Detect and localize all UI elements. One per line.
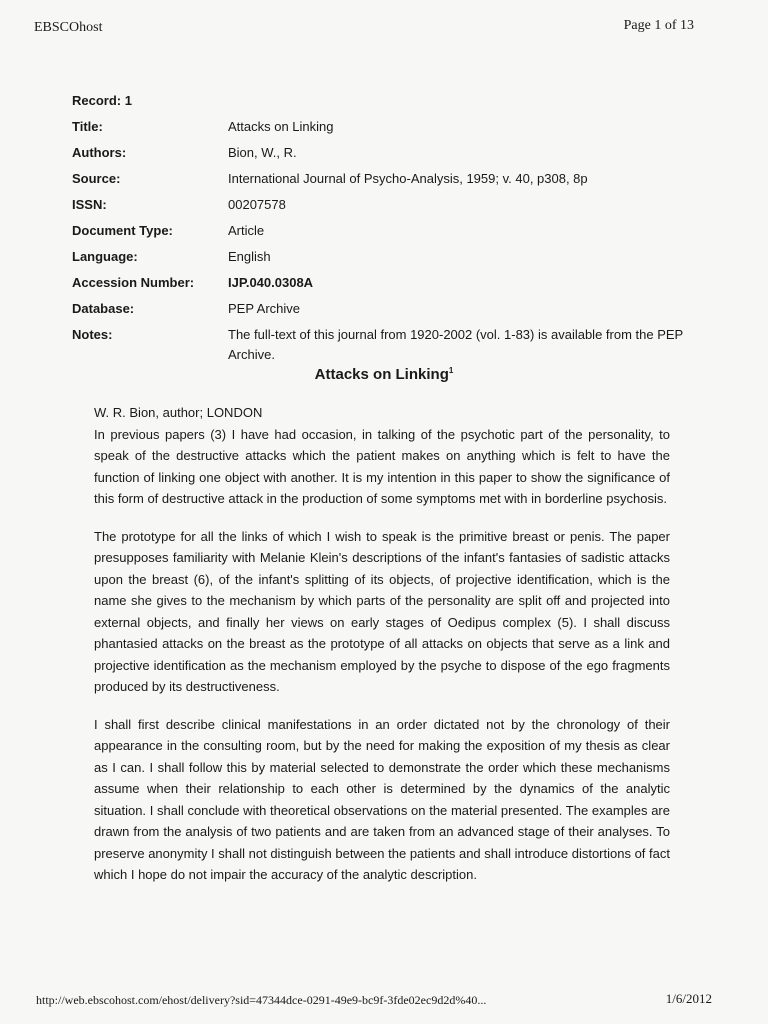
meta-label: Document Type: bbox=[72, 223, 173, 238]
paragraph: I shall first describe clinical manifestations in an order dictated not by the chronology of their appearance in the consulting room, but by the need for making the exposition of my thesis as clear as I can. I shall follow this by material selected to demonstrate the order which these mechanisms assume when their relationship to each other is determined by the dynamics of the analytic situation. I shall conclude with theoretical observations on the material presented. The examples are drawn from the analysis of two patients and are taken from an advanced stage of their analyses. To preserve anonymity I shall not distinguish between the patients and shall introduce distortions of fact which I hope do not impair the accuracy of the analytic description. bbox=[94, 716, 670, 882]
footer-date: 1/6/2012 bbox=[665, 991, 712, 1006]
footnote-marker[interactable]: 1 bbox=[448, 366, 454, 375]
article-title-text: Attacks on Linking bbox=[314, 366, 449, 383]
meta-label: Notes: bbox=[72, 327, 113, 342]
meta-row-record bbox=[72, 88, 712, 114]
paragraph: The prototype for all the links of which I wish to speak is the primitive breast or penis. The paper presupposes familiarity with Melanie Klein's descriptions of the infant's fantasies of sadistic attacks upon the breast (6), of the infant's splitting of its objects, of projective identification, which is the name she gives to the mechanism by which parts of the personality are split off and projected into external objects, and finally her views on early stages of Oedipus complex (5). I shall discuss phantasied attacks on the breast as the prototype of all attacks on objects that serve as a link and projective identification as the mechanism employed by the psyche to dispose of the ego fragments produced by its destructiveness. bbox=[94, 528, 670, 694]
meta-label: Database: bbox=[72, 301, 135, 316]
meta-label: Accession Number: bbox=[72, 275, 195, 290]
meta-value: Attacks on Linking bbox=[228, 119, 334, 134]
record-metadata bbox=[72, 88, 712, 365]
meta-value: 00207578 bbox=[228, 197, 286, 212]
meta-row-issn bbox=[72, 192, 712, 218]
meta-value: English bbox=[228, 249, 271, 264]
footer-url[interactable]: http://web.ebscohost.com/ehost/delivery?sid=47344dce-0291-49e9-bc9f-3fde02ec9d2d%40... bbox=[36, 993, 487, 1007]
meta-row-source bbox=[72, 166, 712, 192]
article-body bbox=[94, 402, 670, 902]
meta-row-database bbox=[72, 296, 712, 322]
meta-value: Article bbox=[228, 223, 265, 238]
meta-value: IJP.040.0308A bbox=[228, 275, 314, 290]
meta-row-authors bbox=[72, 140, 712, 166]
meta-label: ISSN: bbox=[72, 197, 107, 212]
meta-value: PEP Archive bbox=[228, 301, 301, 316]
meta-label: Language: bbox=[72, 249, 138, 264]
meta-value: International Journal of Psycho-Analysis, 1959; v. 40, p308, 8p bbox=[228, 171, 588, 186]
meta-value bbox=[228, 88, 712, 114]
meta-label: Source: bbox=[72, 171, 121, 186]
paragraph: In previous papers (3) I have had occasion, in talking of the psychotic part of the personality, to speak of the destructive attacks which the patient makes on anything which is felt to have the function of linking one object with another. It is my intention in this paper to show the significance of this form of destructive attack in the production of some symptoms met with in borderline psychosis. bbox=[94, 426, 670, 506]
meta-label: Authors: bbox=[72, 145, 127, 160]
header-source: EBSCOhost bbox=[34, 20, 103, 35]
meta-value: The full-text of this journal from 1920-2002 (vol. 1-83) is available from the PEP Archive. bbox=[228, 327, 683, 362]
meta-label: Record: 1 bbox=[72, 93, 132, 108]
article-title bbox=[0, 366, 768, 383]
meta-row-notes bbox=[72, 322, 712, 365]
meta-row-title bbox=[72, 114, 712, 140]
meta-row-language bbox=[72, 244, 712, 270]
author-line: W. R. Bion, author; LONDON bbox=[94, 405, 263, 420]
page-number: Page 1 of 13 bbox=[623, 18, 694, 33]
meta-row-accession-number bbox=[72, 270, 712, 296]
meta-value: Bion, W., R. bbox=[228, 145, 297, 160]
meta-label: Title: bbox=[72, 119, 103, 134]
meta-row-document-type bbox=[72, 218, 712, 244]
